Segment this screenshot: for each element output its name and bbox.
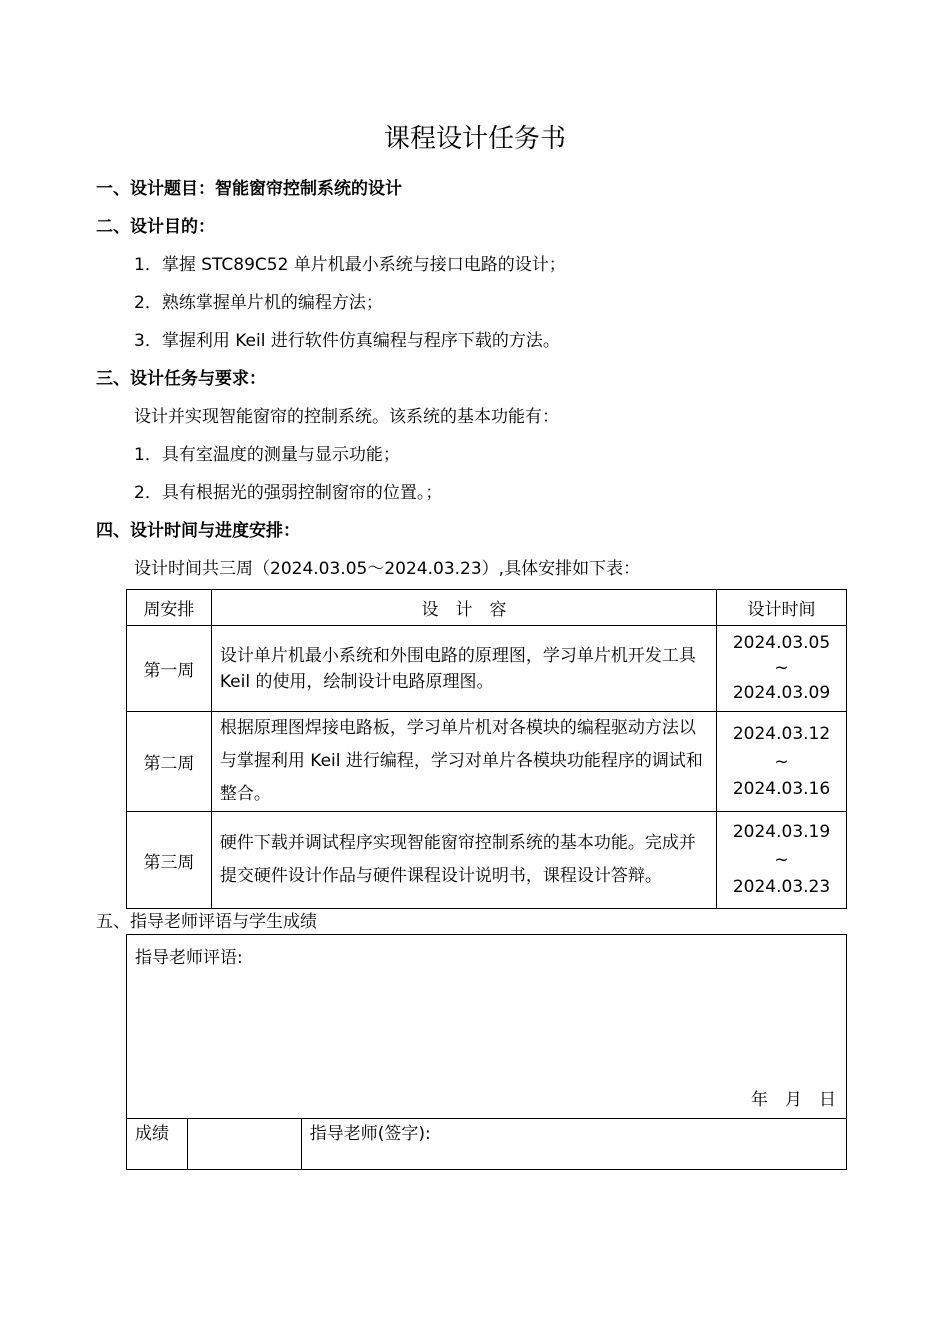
content-cell: 硬件下载并调试程序实现智能窗帘控制系统的基本功能。完成并提交硬件设计作品与硬件课程设计说明书，课程设计答辩。 (211, 812, 716, 909)
task-item: 1．具有室温度的测量与显示功能； (134, 445, 400, 465)
document-title: 课程设计任务书 (383, 124, 566, 154)
comment-row (127, 935, 847, 1119)
header-week: 周安排 (127, 590, 212, 626)
purpose-item: 2．熟练掌握单片机的编程方法； (134, 293, 383, 313)
date-end: 2024.03.16 (732, 778, 831, 799)
table-row (127, 812, 847, 909)
date-end: 2024.03.23 (732, 877, 831, 897)
date-start: 2024.03.19 (732, 822, 831, 842)
section2-heading: 二、设计目的： (96, 217, 215, 237)
week-cell: 第一周 (127, 626, 212, 712)
schedule-table (126, 589, 847, 909)
date-sep: ~ (774, 751, 789, 772)
section4-heading: 四、设计时间与进度安排： (96, 521, 300, 541)
comment-label: 指导老师评语: (135, 948, 243, 968)
date-sep: ~ (774, 850, 789, 870)
date-end: 2024.03.09 (732, 683, 831, 703)
section5-heading: 五、指导老师评语与学生成绩 (96, 912, 317, 932)
date-cell (717, 812, 847, 909)
content-cell: 根据原理图焊接电路板，学习单片机对各模块的编程驱动方法以与掌握利用 Keil 进行编程，学习对单片各模块功能程序的调试和整合。 (211, 712, 716, 812)
week-cell: 第二周 (127, 712, 212, 812)
section3-heading: 三、设计任务与要求： (96, 369, 266, 389)
comment-cell (127, 935, 847, 1119)
header-time: 设计时间 (717, 590, 847, 626)
grade-value[interactable] (187, 1119, 301, 1170)
evaluation-table (126, 934, 847, 1170)
date-start: 2024.03.12 (732, 723, 831, 744)
signature-label: 指导老师(签字): (301, 1119, 846, 1170)
grade-label: 成绩 (127, 1119, 188, 1170)
table-row (127, 626, 847, 712)
section1-heading: 一、设计题目：智能窗帘控制系统的设计 (96, 179, 402, 199)
table-header-row (127, 590, 847, 626)
content-cell: 设计单片机最小系统和外围电路的原理图，学习单片机开发工具 Keil 的使用，绘制设计电路原理图。 (211, 626, 716, 712)
date-sep: ~ (774, 658, 789, 678)
date-cell (717, 712, 847, 812)
header-content: 设 计 容 (211, 590, 716, 626)
week-cell: 第三周 (127, 812, 212, 909)
date-cell (717, 626, 847, 712)
task-item: 2．具有根据光的强弱控制窗帘的位置。； (134, 483, 443, 503)
table-row (127, 712, 847, 812)
grade-row (127, 1119, 847, 1170)
date-start: 2024.03.05 (732, 633, 831, 653)
schedule-intro: 设计时间共三周（2024.03.05～2024.03.23）,具体安排如下表： (134, 559, 641, 579)
purpose-item: 3．掌握利用 Keil 进行软件仿真编程与程序下载的方法。 (134, 331, 560, 351)
date-label: 年 月 日 (751, 1090, 836, 1110)
task-intro: 设计并实现智能窗帘的控制系统。该系统的基本功能有： (134, 407, 559, 427)
purpose-item: 1．掌握 STC89C52 单片机最小系统与接口电路的设计； (134, 255, 566, 275)
